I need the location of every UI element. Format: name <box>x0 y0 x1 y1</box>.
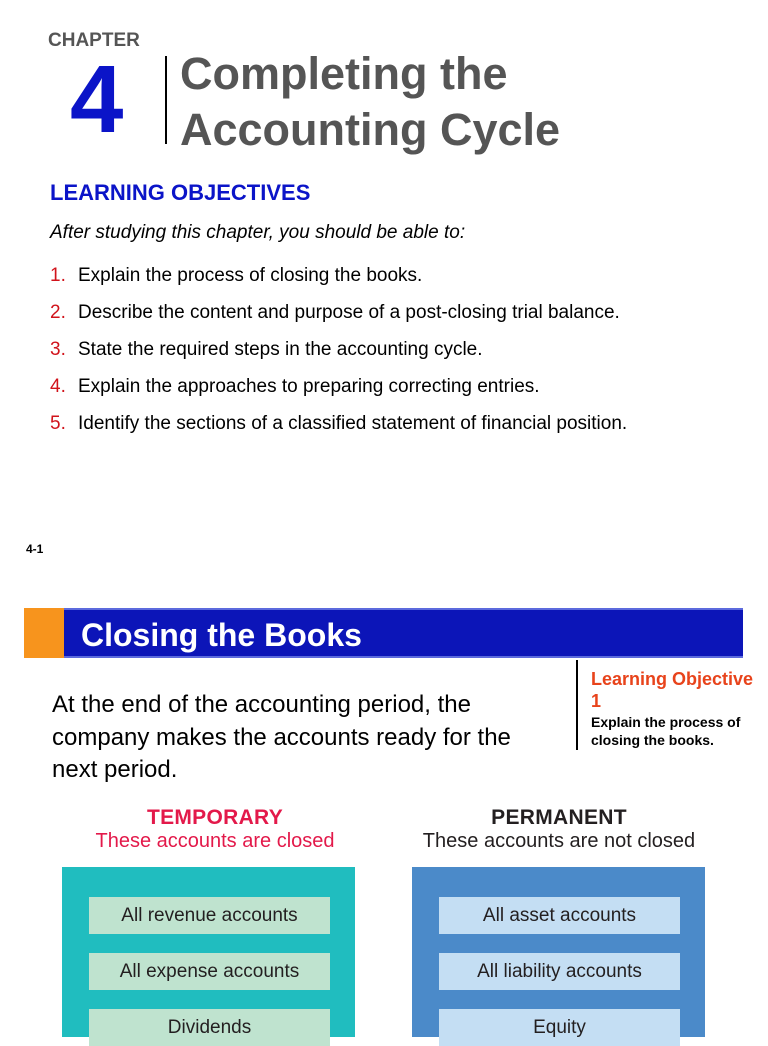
learning-objective-label: Learning Objective 1 <box>591 669 754 711</box>
list-item <box>50 264 627 301</box>
objective-number: 3. <box>50 339 66 360</box>
temporary-accounts-panel <box>62 867 355 1037</box>
account-box: All asset accounts <box>439 897 680 934</box>
chapter-label: CHAPTER <box>48 30 140 51</box>
chapter-title: Completing the Accounting Cycle <box>180 48 561 155</box>
list-item <box>50 412 627 449</box>
account-box: All liability accounts <box>439 953 680 990</box>
account-box: All revenue accounts <box>89 897 330 934</box>
objective-divider <box>576 660 578 750</box>
body-text: At the end of the accounting period, the company makes the accounts ready for the next period. <box>52 691 511 783</box>
objective-number: 5. <box>50 413 66 434</box>
list-item <box>50 338 627 375</box>
account-box: Equity <box>439 1009 680 1046</box>
permanent-subheading: These accounts are not closed <box>422 830 696 852</box>
list-item <box>50 375 627 412</box>
learning-objective-text: Explain the process of closing the books. <box>591 714 741 748</box>
account-box: Dividends <box>89 1009 330 1046</box>
banner-accent <box>24 608 64 658</box>
title-divider <box>165 56 167 144</box>
objective-number: 4. <box>50 376 66 397</box>
chapter-number: 4 <box>70 46 124 153</box>
temporary-heading: TEMPORARY <box>146 806 284 829</box>
objective-text: Describe the content and purpose of a post-closing trial balance. <box>78 302 620 323</box>
objective-text: State the required steps in the accounting cycle. <box>78 339 483 360</box>
objective-number: 1. <box>50 265 66 286</box>
list-item <box>50 301 627 338</box>
permanent-heading: PERMANENT <box>491 806 627 829</box>
banner-title: Closing the Books <box>81 617 362 653</box>
learning-objectives-intro: After studying this chapter, you should be able to: <box>50 222 466 243</box>
account-box: All expense accounts <box>89 953 330 990</box>
objective-text: Identify the sections of a classified statement of financial position. <box>78 413 628 434</box>
learning-objectives-heading: LEARNING OBJECTIVES <box>50 180 311 205</box>
page-number: 4-1 <box>26 542 44 556</box>
temporary-subheading: These accounts are closed <box>95 830 335 852</box>
permanent-accounts-panel <box>412 867 705 1037</box>
objective-number: 2. <box>50 302 66 323</box>
objective-text: Explain the approaches to preparing correcting entries. <box>78 376 540 397</box>
learning-objectives-list <box>50 264 627 449</box>
objective-text: Explain the process of closing the books. <box>78 265 423 286</box>
